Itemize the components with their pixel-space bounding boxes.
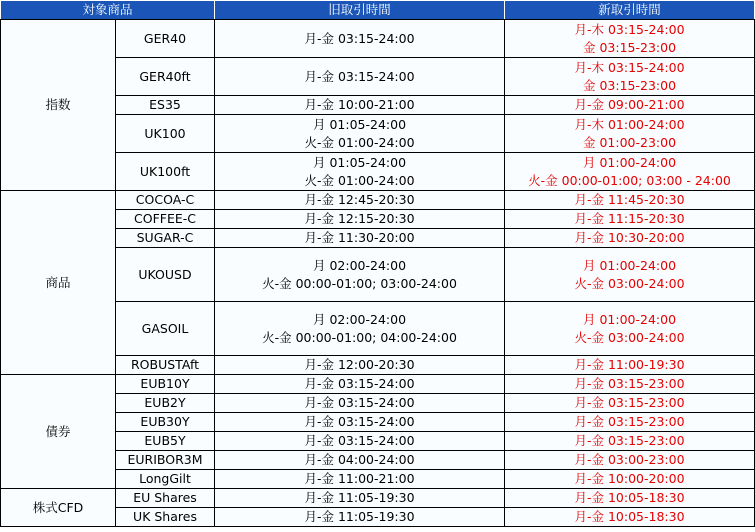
product-cell: UKOUSD	[116, 248, 215, 302]
new-hours-line: 月-金 11:15-20:30	[574, 211, 685, 226]
new-hours-cell	[505, 375, 755, 394]
product-cell: EU Shares	[116, 489, 215, 508]
header-category: 対象商品	[1, 1, 215, 20]
old-hours-line: 月-金 11:05-19:30	[304, 509, 415, 524]
old-hours-cell	[215, 413, 505, 432]
new-hours-line: 月-金 11:00-19:30	[574, 357, 685, 372]
old-hours-cell	[215, 115, 505, 153]
old-hours-line: 月-金 04:00-24:00	[304, 452, 415, 467]
old-hours-line: 月-金 03:15-24:00	[304, 376, 415, 391]
old-hours-cell	[215, 470, 505, 489]
old-hours-line: 月-金 12:00-20:30	[304, 357, 415, 372]
new-hours-cell	[505, 489, 755, 508]
header-new-hours: 新取引時間	[505, 1, 755, 20]
new-hours-line: 月-金 03:15-23:00	[574, 433, 685, 448]
product-cell: SUGAR-C	[116, 229, 215, 248]
new-hours-cell	[505, 115, 755, 153]
old-hours-cell	[215, 20, 505, 58]
product-cell: EURIBOR3M	[116, 451, 215, 470]
old-hours-line: 月-金 12:15-20:30	[304, 211, 415, 226]
table-row	[1, 191, 755, 210]
header-old-hours: 旧取引時間	[215, 1, 505, 20]
product-cell: GER40ft	[116, 58, 215, 96]
product-cell: ROBUSTAft	[116, 356, 215, 375]
new-hours-cell	[505, 356, 755, 375]
new-hours-line: 月-金 03:00-23:00	[574, 452, 685, 467]
product-cell: UK100ft	[116, 153, 215, 191]
old-hours-line: 火-金 00:00-01:00; 03:00-24:00	[262, 275, 457, 291]
old-hours-line: 月-金 11:05-19:30	[304, 490, 415, 505]
new-hours-line: 火-金 03:00-24:00	[574, 275, 685, 291]
old-hours-cell	[215, 489, 505, 508]
table-body	[1, 20, 755, 527]
product-cell: UK100	[116, 115, 215, 153]
old-hours-cell	[215, 432, 505, 451]
new-hours-cell	[505, 302, 755, 356]
product-cell: COCOA-C	[116, 191, 215, 210]
product-cell: EUB30Y	[116, 413, 215, 432]
old-hours-line: 火-金 01:00-24:00	[304, 134, 415, 150]
category-cell: 債券	[1, 375, 116, 489]
product-cell: COFFEE-C	[116, 210, 215, 229]
new-hours-cell	[505, 432, 755, 451]
new-hours-line: 月-金 10:05-18:30	[574, 490, 685, 505]
old-hours-line: 月-金 11:30-20:00	[304, 230, 415, 245]
product-cell: GASOIL	[116, 302, 215, 356]
old-hours-cell	[215, 153, 505, 191]
old-hours-cell	[215, 394, 505, 413]
new-hours-cell	[505, 153, 755, 191]
new-hours-cell	[505, 191, 755, 210]
new-hours-line: 月-金 11:45-20:30	[574, 192, 685, 207]
old-hours-line: 火-金 00:00-01:00; 04:00-24:00	[262, 329, 457, 345]
category-cell: 指数	[1, 20, 116, 191]
new-hours-line: 月-金 10:30-20:00	[574, 230, 685, 245]
old-hours-cell	[215, 508, 505, 527]
old-hours-line: 月-金 03:15-24:00	[304, 30, 415, 46]
new-hours-line: 月-木 01:00-24:00	[574, 116, 685, 132]
product-cell: ES35	[116, 96, 215, 115]
new-hours-line: 月-金 03:15-23:00	[574, 414, 685, 429]
old-hours-line: 月 01:05-24:00	[313, 154, 407, 170]
new-hours-line: 金 03:15-23:00	[583, 77, 677, 93]
new-hours-line: 月-木 03:15-24:00	[574, 21, 685, 37]
old-hours-line: 月 02:00-24:00	[313, 257, 407, 273]
new-hours-line: 金 03:15-23:00	[583, 39, 677, 55]
new-hours-cell	[505, 394, 755, 413]
old-hours-line: 月-金 03:15-24:00	[304, 414, 415, 429]
new-hours-line: 月 01:00-24:00	[583, 311, 677, 327]
old-hours-cell	[215, 248, 505, 302]
old-hours-cell	[215, 210, 505, 229]
old-hours-line: 月-金 11:00-21:00	[304, 471, 415, 486]
new-hours-line: 月-金 10:05-18:30	[574, 509, 685, 524]
new-hours-line: 月-金 09:00-21:00	[574, 97, 685, 112]
category-cell: 商品	[1, 191, 116, 375]
product-cell: GER40	[116, 20, 215, 58]
old-hours-cell	[215, 58, 505, 96]
old-hours-cell	[215, 191, 505, 210]
new-hours-cell	[505, 470, 755, 489]
new-hours-line: 月 01:00-24:00	[583, 154, 677, 170]
old-hours-cell	[215, 96, 505, 115]
old-hours-cell	[215, 451, 505, 470]
new-hours-line: 火-金 03:00-24:00	[574, 329, 685, 345]
old-hours-line: 月-金 03:15-24:00	[304, 395, 415, 410]
product-cell: LongGilt	[116, 470, 215, 489]
old-hours-cell	[215, 302, 505, 356]
old-hours-cell	[215, 356, 505, 375]
old-hours-line: 月-金 10:00-21:00	[304, 97, 415, 112]
old-hours-line: 火-金 01:00-24:00	[304, 172, 415, 188]
old-hours-cell	[215, 229, 505, 248]
old-hours-cell	[215, 375, 505, 394]
new-hours-cell	[505, 451, 755, 470]
old-hours-line: 月-金 12:45-20:30	[304, 192, 415, 207]
table-row	[1, 20, 755, 58]
new-hours-line: 月-木 03:15-24:00	[574, 59, 685, 75]
product-cell: EUB2Y	[116, 394, 215, 413]
new-hours-cell	[505, 58, 755, 96]
category-cell: 株式CFD	[1, 489, 116, 527]
new-hours-line: 火-金 00:00-01:00; 03:00 - 24:00	[528, 172, 731, 188]
product-cell: EUB5Y	[116, 432, 215, 451]
table-row	[1, 489, 755, 508]
new-hours-line: 月 01:00-24:00	[583, 257, 677, 273]
product-cell: EUB10Y	[116, 375, 215, 394]
new-hours-cell	[505, 508, 755, 527]
new-hours-cell	[505, 248, 755, 302]
table-header	[1, 1, 755, 20]
new-hours-cell	[505, 229, 755, 248]
old-hours-line: 月 02:00-24:00	[313, 311, 407, 327]
new-hours-line: 金 01:00-23:00	[583, 134, 677, 150]
new-hours-cell	[505, 210, 755, 229]
table-row	[1, 375, 755, 394]
old-hours-line: 月-金 03:15-24:00	[304, 433, 415, 448]
old-hours-line: 月 01:05-24:00	[313, 116, 407, 132]
new-hours-cell	[505, 413, 755, 432]
new-hours-cell	[505, 20, 755, 58]
product-cell: UK Shares	[116, 508, 215, 527]
old-hours-line: 月-金 03:15-24:00	[304, 68, 415, 84]
new-hours-line: 月-金 03:15-23:00	[574, 395, 685, 410]
new-hours-cell	[505, 96, 755, 115]
new-hours-line: 月-金 03:15-23:00	[574, 376, 685, 391]
new-hours-line: 月-金 10:00-20:00	[574, 471, 685, 486]
